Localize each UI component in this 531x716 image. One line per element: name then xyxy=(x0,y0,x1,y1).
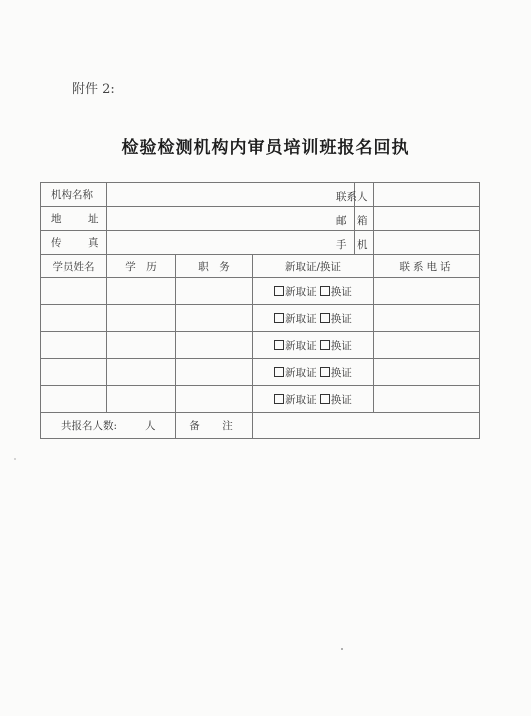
student-phone-field[interactable] xyxy=(374,332,480,359)
attachment-label: 附件 2: xyxy=(72,82,115,97)
student-position-field[interactable] xyxy=(176,278,253,305)
postcode-label: 邮 箱 xyxy=(336,215,368,227)
student-row xyxy=(41,359,480,386)
scan-speck xyxy=(341,648,343,650)
registration-form xyxy=(40,182,480,439)
summary-row xyxy=(41,413,480,439)
renew-cert-checkbox[interactable]: 换证 xyxy=(320,365,352,380)
student-position-field[interactable] xyxy=(176,332,253,359)
student-education-field[interactable] xyxy=(107,305,176,332)
student-name-field[interactable] xyxy=(41,305,107,332)
remark-label: 备 注 xyxy=(176,413,253,439)
student-phone-field[interactable] xyxy=(374,278,480,305)
student-row xyxy=(41,305,480,332)
address-label: 地 址 xyxy=(41,207,107,231)
header-name: 学员姓名 xyxy=(41,255,107,278)
remark-field[interactable] xyxy=(253,413,480,439)
mobile-label: 手 机 xyxy=(336,239,368,251)
checkbox-icon xyxy=(274,340,284,350)
renew-cert-checkbox[interactable]: 换证 xyxy=(320,311,352,326)
cert-options xyxy=(253,305,374,332)
student-name-field[interactable] xyxy=(41,332,107,359)
header-phone: 联系电话 xyxy=(374,255,480,278)
renew-cert-checkbox[interactable]: 换证 xyxy=(320,338,352,353)
checkbox-icon xyxy=(320,313,330,323)
cert-options xyxy=(253,359,374,386)
header-position: 职 务 xyxy=(176,255,253,278)
contact-label: 联系人 xyxy=(336,191,368,203)
checkbox-icon xyxy=(274,286,284,296)
contact-field[interactable] xyxy=(336,183,480,207)
student-position-field[interactable] xyxy=(176,359,253,386)
student-row xyxy=(41,278,480,305)
new-cert-checkbox[interactable]: 新取证 xyxy=(274,284,317,299)
header-cert-type: 新取证/换证 xyxy=(253,255,374,278)
checkbox-icon xyxy=(320,340,330,350)
address-row xyxy=(41,207,480,231)
new-cert-checkbox[interactable]: 新取证 xyxy=(274,311,317,326)
student-education-field[interactable] xyxy=(107,359,176,386)
student-phone-field[interactable] xyxy=(374,386,480,413)
student-row xyxy=(41,332,480,359)
student-name-field[interactable] xyxy=(41,359,107,386)
new-cert-checkbox[interactable]: 新取证 xyxy=(274,365,317,380)
fax-field[interactable] xyxy=(107,231,355,255)
checkbox-icon xyxy=(320,394,330,404)
person-unit: 人 xyxy=(145,420,156,432)
postcode-field[interactable] xyxy=(336,207,480,231)
cert-options xyxy=(253,386,374,413)
header-education: 学 历 xyxy=(107,255,176,278)
total-label: 共报名人数: xyxy=(61,420,118,432)
form-title: 检验检测机构内审员培训班报名回执 xyxy=(121,138,410,158)
student-name-field[interactable] xyxy=(41,278,107,305)
scan-speck xyxy=(14,458,16,460)
total-count-cell[interactable] xyxy=(41,413,176,439)
checkbox-icon xyxy=(320,367,330,377)
fax-row xyxy=(41,231,480,255)
cert-options xyxy=(253,278,374,305)
student-education-field[interactable] xyxy=(107,332,176,359)
mobile-field[interactable] xyxy=(336,231,480,255)
student-header-row xyxy=(41,255,480,278)
checkbox-icon xyxy=(274,367,284,377)
student-phone-field[interactable] xyxy=(374,359,480,386)
org-name-field[interactable] xyxy=(107,183,355,207)
new-cert-checkbox[interactable]: 新取证 xyxy=(274,392,317,407)
checkbox-icon xyxy=(274,313,284,323)
checkbox-icon xyxy=(274,394,284,404)
student-phone-field[interactable] xyxy=(374,305,480,332)
student-position-field[interactable] xyxy=(176,386,253,413)
org-name-row xyxy=(41,183,480,207)
checkbox-icon xyxy=(320,286,330,296)
fax-label: 传 真 xyxy=(41,231,107,255)
address-field[interactable] xyxy=(107,207,355,231)
student-name-field[interactable] xyxy=(41,386,107,413)
new-cert-checkbox[interactable]: 新取证 xyxy=(274,338,317,353)
renew-cert-checkbox[interactable]: 换证 xyxy=(320,284,352,299)
student-row xyxy=(41,386,480,413)
renew-cert-checkbox[interactable]: 换证 xyxy=(320,392,352,407)
student-education-field[interactable] xyxy=(107,386,176,413)
student-education-field[interactable] xyxy=(107,278,176,305)
org-name-label: 机构名称 xyxy=(41,183,107,207)
cert-options xyxy=(253,332,374,359)
student-position-field[interactable] xyxy=(176,305,253,332)
